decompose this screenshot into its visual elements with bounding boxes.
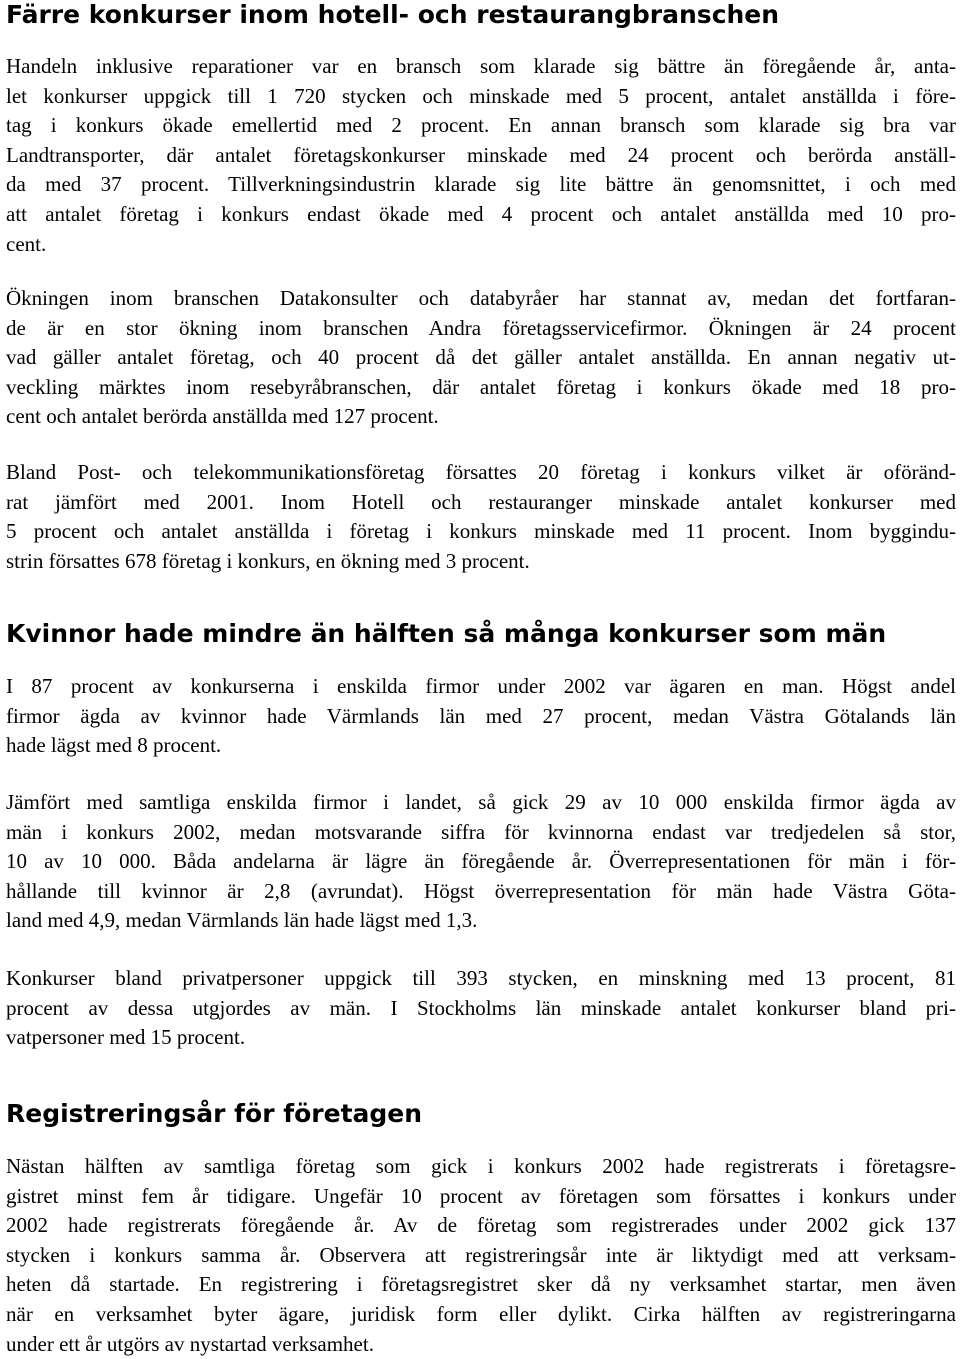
- text-line: cent.: [6, 231, 47, 256]
- paragraph-privatpersoner: [6, 964, 956, 1053]
- text-line: stycken i konkurs samma år. Observera att registreringsår inte är liktydigt med att verksam-: [6, 1242, 956, 1267]
- text-line: procent av dessa utgjordes av män. I Stockholms län minskade antalet konkurser bland pri-: [6, 995, 956, 1020]
- paragraph-jamfort: [6, 788, 956, 936]
- text-line: Landtransporter, där antalet företagskonkurser minskade med 24 procent och berörda anställ-: [6, 142, 956, 167]
- text-line: att antalet företag i konkurs endast ökade med 4 procent och antalet anställda med 10 pro-: [6, 201, 956, 226]
- text-line: cent och antalet berörda anställda med 127 procent.: [6, 404, 439, 429]
- paragraph-handeln: [6, 52, 956, 259]
- paragraph-datakonsulter: [6, 284, 956, 432]
- text-line: vatpersoner med 15 procent.: [6, 1025, 246, 1050]
- text-line: gistret minst fem år tidigare. Ungefär 10 procent av företagen som försattes i konkurs under: [6, 1183, 956, 1208]
- paragraph-registrering: [6, 1152, 956, 1359]
- text-line: strin försattes 678 företag i konkurs, en ökning med 3 procent.: [6, 548, 530, 573]
- text-line: let konkurser uppgick till 1 720 stycken och minskade med 5 procent, antalet anställda i före-: [6, 83, 956, 108]
- text-line: Konkurser bland privatpersoner uppgick till 393 stycken, en minskning med 13 procent, 81: [6, 966, 956, 990]
- paragraph-87-procent: [6, 672, 956, 761]
- section-heading-kvinnor: Kvinnor hade mindre än hälften så många konkurser som män: [6, 619, 887, 648]
- text-line: veckling märktes inom resebyråbranschen, där antalet företag i konkurs ökade med 18 pro-: [6, 374, 956, 399]
- text-line: när en verksamhet byter ägare, juridisk form eller dylikt. Cirka hälften av registreringarna: [6, 1301, 956, 1326]
- text-line: Jämfört med samtliga enskilda firmor i landet, så gick 29 av 10 000 enskilda firmor ägda av: [6, 790, 956, 814]
- text-line: tag i konkurs ökade emellertid med 2 procent. En annan bransch som klarade sig bra var: [6, 113, 956, 138]
- text-line: hållande till kvinnor är 2,8 (avrundat). Högst överrepresentation för män hade Västra Göta-: [6, 878, 956, 903]
- text-line: män i konkurs 2002, medan motsvarande siffra för kvinnorna endast var tredjedelen så stor,: [6, 819, 956, 844]
- text-line: under ett år utgörs av nystartad verksamhet.: [6, 1331, 374, 1356]
- text-line: rat jämfört med 2001. Inom Hotell och restauranger minskade antalet konkurser med: [6, 489, 956, 514]
- text-line: vad gäller antalet företag, och 40 procent då det gäller antalet anställda. En annan negativ ut-: [6, 345, 956, 370]
- section-heading-hotell: Färre konkurser inom hotell- och restaurangbranschen: [6, 0, 780, 29]
- text-line: da med 37 procent. Tillverkningsindustrin klarade sig lite bättre än genomsnittet, i och med: [6, 172, 956, 197]
- section-heading-registreringsar: Registreringsår för företagen: [6, 1099, 423, 1128]
- text-line: firmor ägda av kvinnor hade Värmlands län med 27 procent, medan Västra Götalands län: [6, 703, 956, 728]
- text-line: 5 procent och antalet anställda i företag i konkurs minskade med 11 procent. Inom byggindu-: [6, 519, 956, 544]
- text-line: 10 av 10 000. Båda andelarna är lägre än föregående år. Överrepresentationen för män i för-: [6, 849, 956, 874]
- text-line: heten då startade. En registrering i företagsregistret sker då ny verksamhet startar, men även: [6, 1272, 956, 1297]
- paragraph-post-tele: [6, 458, 956, 576]
- text-line: hade lägst med 8 procent.: [6, 733, 222, 758]
- text-line: Nästan hälften av samtliga företag som gick i konkurs 2002 hade registrerats i företagsre-: [6, 1154, 956, 1178]
- text-line: de är en stor ökning inom branschen Andra företagsservicefirmor. Ökningen är 24 procent: [6, 315, 956, 340]
- text-line: Ökningen inom branschen Datakonsulter och databyråer har stannat av, medan det fortfaran-: [6, 286, 956, 310]
- text-line: I 87 procent av konkurserna i enskilda firmor under 2002 var ägaren en man. Högst andel: [6, 674, 956, 698]
- text-line: land med 4,9, medan Värmlands län hade lägst med 1,3.: [6, 908, 478, 933]
- text-line: Handeln inklusive reparationer var en bransch som klarade sig bättre än föregående år, anta-: [6, 54, 956, 78]
- text-line: 2002 hade registrerats föregående år. Av de företag som registrerades under 2002 gick 137: [6, 1213, 956, 1238]
- text-line: Bland Post- och telekommunikationsföretag försattes 20 företag i konkurs vilket är oföränd-: [6, 460, 956, 484]
